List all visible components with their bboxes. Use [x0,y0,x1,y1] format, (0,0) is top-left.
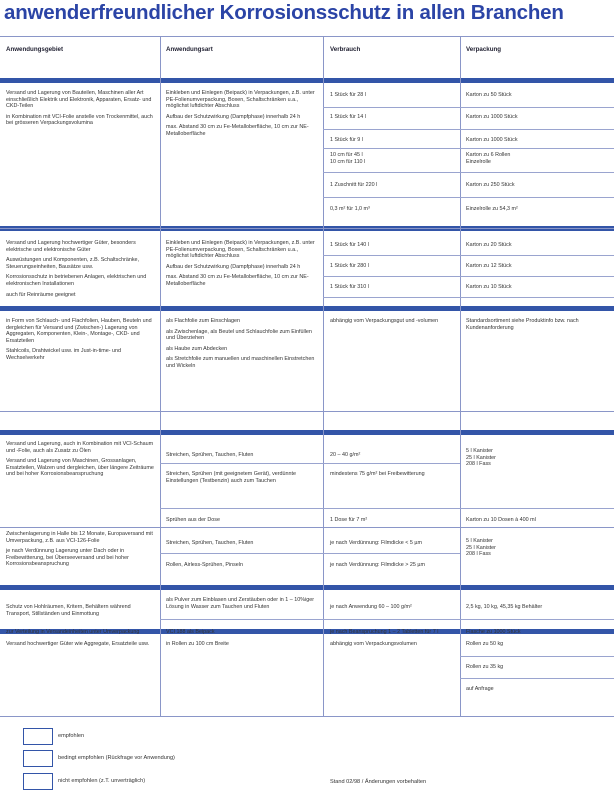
text-block: max. Abstand 30 cm zu Fe-Metalloberfläche, 10 cm zur NE-Metalloberfläche [166,274,309,287]
row-rule [323,197,614,198]
s1-verpackung-4: Karton zu 6 Rollen Einzelrolle [466,152,511,165]
s2-verpackung-1: Karton zu 20 Stück [466,242,512,248]
s7-verpackung-1: Rollen zu 50 kg [466,641,504,647]
row-rule [323,276,614,277]
s7-gebiet: Versand hochwertiger Güter wie Aggregate, Ersatzteile usw. [6,641,150,647]
s6-verbrauch-1: je nach Anwendung 60 – 100 g/m² [330,604,412,610]
column-divider [460,36,461,716]
s4-verbrauch-3: 1 Dose für 7 m² [330,517,368,523]
row-rule [323,107,614,108]
text-block: je nach Verdünnung Lagerung unter Dach oder in Freibewitterung, bei Überseeversand und bei hoher Korrosionsbeanspruchung [6,548,129,568]
s1-gebiet [6,90,154,131]
row-rule [323,297,614,298]
s1-verbrauch-4: 10 cm für 45 l 10 cm für 110 l [330,152,366,165]
s1-verpackung-2: Karton zu 1000 Stück [466,114,518,120]
s1-verbrauch-2: 1 Stück für 14 l [330,114,366,120]
row-rule [160,463,460,464]
header-anwendungsart: Anwendungsart [166,46,213,53]
s5-verpackung: 5 l Kanister 25 l Kanister 208 l Fass [466,538,496,558]
text-block: als Haube zum Abdecken [166,345,228,352]
s1-verbrauch-1: 1 Stück für 28 l [330,92,366,98]
footer-status: Stand 02/98 / Änderungen vorbehalten [330,779,427,785]
text-block: Aufbau der Schutzwirkung (Dampfphase) innerhalb 24 h [166,113,301,120]
header-verbrauch: Verbrauch [330,46,361,53]
s2-verpackung-2: Karton zu 12 Stück [466,263,512,269]
s6-verpackung-1: 2,5 kg, 10 kg, 45,35 kg Behälter [466,604,543,610]
page-title: anwenderfreundlicher Korrosionsschutz in allen Branchen [4,1,564,24]
s2-verbrauch-1: 1 Stück für 140 l [330,242,369,248]
legend-label-not-recommended: nicht empfohlen (z.T. unverträglich) [58,778,146,784]
text-block: als Zwischenlage, als Beutel und Schlauchfolie zum Einfüllen und Überziehen [166,328,312,342]
s4-verpackung-1: 5 l Kanister 25 l Kanister 208 l Fass [466,448,496,468]
row-rule [160,553,460,554]
section-divider [0,716,614,717]
s3-gebiet [6,318,154,366]
row-rule [323,172,614,173]
legend-swatch-recommended [23,728,53,745]
section-band-5 [0,585,614,590]
s3-art [166,318,316,374]
text-block: Einkleben und Einlegen (Beipack) in Verpackungen, z.B. unter PE-Folienumverpackung, Boxen, Schaltschränken u.a., möglichst luftdichter Abschluss [166,240,315,260]
s3-verbrauch: abhängig vom Verpackungsgut und -volumen [330,318,439,324]
text-block: Auswüstungen und Komponenten, z.B. Schaltschränke, Steuerungseinheiten, Bausätze usw. [6,257,140,270]
section-divider [0,411,614,412]
text-block: in Kombination mit VCI-Folie anstelle von Trockenmittel, auch bei grösseren Verpackungsvolumina [6,113,153,127]
s7-art: in Rollen zu 100 cm Breite [166,641,229,647]
text-block: Versand und Lagerung hochwertiger Güter, besonders elektrische und elektronische Güter [6,240,136,253]
text-block: Versand und Lagerung, auch in Kombination mit VCI-Schaum und -Folie, auch als Zusatz zu Ölen [6,441,154,454]
s6-art-1: als Pulver zum Einblasen und Zerstäuben oder in 1 – 10%iger Lösung in Wasser zum Tauchen und Fluten [166,597,315,610]
s4-verpackung-2: Karton zu 10 Dosen à 400 ml [466,517,536,523]
s5-verbrauch-2: je nach Verdünnung: Filmdicke > 25 µm [330,562,425,568]
row-rule [323,148,614,149]
text-block: Korrosionsschutz in betriebenen Anlagen, elektrischen und elektronischen Installationen [6,274,147,287]
header-anwendungsgebiet: Anwendungsgebiet [6,46,64,53]
s3-verpackung: Standardsortiment siehe Produktinfo bzw. nach Kundenanforderung [466,318,579,331]
legend-label-recommended: empfohlen [58,733,85,739]
s2-art [166,240,316,292]
row-rule [160,508,614,509]
text-block: Einkleben und Einlegen (Beipack) in Verpackungen, z.B. unter PE-Folienumverpackung, Boxen, Schaltschränken u.a., möglichst luftdichter Abschluss [166,90,315,110]
section-band-4 [0,430,614,435]
s1-verpackung-6: Einzelrolle zu 54,3 m² [466,206,518,212]
s5-gebiet [6,531,154,572]
s6-verpackung-2: Flasche zu 1000 Stück [466,629,521,635]
s6-gebiet-2: zur Verteilung in Versandeinheiten unter Umverpackung [6,629,140,635]
s5-art-2: Rollen, Airless-Sprühen, Pinseln [166,562,244,568]
s1-verbrauch-5: 1 Zuschnitt für 220 l [330,182,378,188]
s6-verbrauch-2: je nach Beanspruchung 1 – 2 Tabletten für 7 l [330,629,439,635]
section-divider [0,527,614,528]
s4-verbrauch-1: 20 – 40 g/m² [330,452,361,458]
section-divider [0,228,614,229]
legend-label-conditional: bedingt empfohlen (Rückfrage vor Anwendung) [58,755,175,761]
section-band-1 [0,78,614,83]
s2-verbrauch-2: 1 Stück für 280 l [330,263,369,269]
section-band-3 [0,306,614,311]
text-block: Aufbau der Schutzwirkung (Dampfphase) innerhalb 24 h [166,263,301,270]
text-block: Versand und Lagerung von Bauteilen, Maschinen aller Art einschließlich Elektrik und Elektronik, Apparaten, Ersatz- und CKD-Teilen [6,90,152,110]
s4-gebiet [6,441,154,482]
s1-verpackung-1: Karton zu 50 Stück [466,92,512,98]
text-block: auch für Reinräume geeignet [6,291,76,298]
s7-verpackung-3: auf Anfrage [466,686,494,692]
legend-swatch-not-recommended [23,773,53,790]
text-block: in Form von Schlauch- und Flachfolien, Hauben, Beuteln und dergleichen für Versand und (Zwischen-) Lagerung von Aggregaten, Komponenten, Klein-, Montage-, CKD- und Ersatzteilen [6,318,152,344]
text-block: Versand und Lagerung von Maschinen, Grossanlagen, Ersatzteilen, Walzen und dergleichen, über längere Zeiträume und bei hoher Korrosionsbeanspruchung [6,458,154,478]
column-divider [323,36,324,716]
s6-gebiet-1: Schutz von Hohlräumen, Kritern, Behältern während Transport, Stillständen und Einmottung [6,604,131,617]
legend-swatch-conditional [23,750,53,767]
s4-verbrauch-2: mindestens 75 g/m² bei Freibewitterung [330,471,425,477]
s7-verpackung-2: Rollen zu 35 kg [466,664,504,670]
row-rule [323,255,614,256]
row-rule [160,619,614,620]
s6-art-2: VCI 188 als Beipack [166,629,215,635]
s4-art-1: Streichen, Sprühen, Tauchen, Fluten [166,452,254,458]
text-block: als Stretchfolie zum manuellen und maschinellen Einstretchen und Wickeln [166,356,315,369]
table-header [0,36,614,64]
text-block: Stahlcoils, Drahtwickel usw. im Just-in-time- und Wechselverkehr [6,348,122,361]
s4-art-3: Sprühen aus der Dose [166,517,220,523]
row-rule [460,656,614,657]
s1-verpackung-5: Karton zu 250 Stück [466,182,515,188]
s2-verbrauch-3: 1 Stück für 310 l [330,284,369,290]
s5-verbrauch-1: je nach Verdünnung: Filmdicke < 5 µm [330,540,422,546]
s5-art-1: Streichen, Sprühen, Tauchen, Fluten [166,540,254,546]
s1-verbrauch-6: 0,3 m² für 1,0 m³ [330,206,370,212]
row-rule [323,129,614,130]
text-block: max. Abstand 30 cm zu Fe-Metalloberfläche, 10 cm zur NE-Metalloberfläche [166,124,309,137]
s2-verpackung-3: Karton zu 10 Stück [466,284,512,290]
header-verpackung: Verpackung [466,46,502,53]
text-block: als Flachfolie zum Einschlagen [166,318,241,324]
s1-verpackung-3: Karton zu 1000 Stück [466,137,518,143]
s4-art-2: Streichen, Sprühen (mit geeignetem Gerät), verdünnte Einstellungen (Testbenzin) auch zum Tauchen [166,471,297,484]
column-divider [160,36,161,716]
s7-verbrauch: abhängig vom Verpackungsvolumen [330,641,417,647]
s1-art [166,90,316,142]
row-rule [460,678,614,679]
s2-gebiet [6,240,154,302]
text-block: Zwischenlagerung in Halle bis 12 Monate, Europaversand mit Umverpackung, z.B. aus VCI-126-Folie [6,531,153,544]
s1-verbrauch-3: 1 Stück für 9 l [330,137,363,143]
